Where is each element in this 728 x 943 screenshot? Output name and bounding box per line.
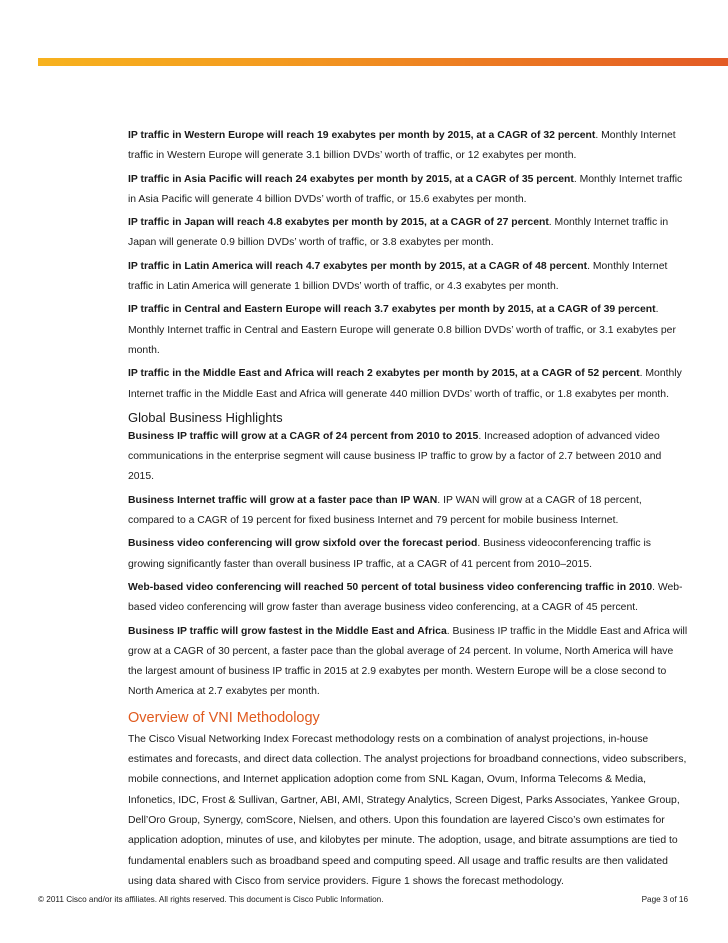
regional-paragraph [128, 213, 688, 254]
paragraph-body: . Monthly Internet traffic in Japan will generate 0.9 billion DVDs’ worth of traffic, or 3.8 exabytes per month. [128, 217, 669, 249]
paragraph-lead: Business Internet traffic will grow at a faster pace than IP WAN [128, 494, 438, 506]
business-paragraph [128, 491, 688, 532]
business-paragraph [128, 427, 688, 488]
paragraph-body: . Business IP traffic in the Middle East and Africa will grow at a CAGR of 30 percent, a faster pace than the global average of 24 percent. In volume, North America will have the largest amount of business IP traffic in 2015 at 2.9 exabytes per month. Western Europe will be a close second to North America at 2.7 exabytes per month. [128, 625, 688, 698]
paragraph-body: . IP WAN will grow at a CAGR of 18 percent, compared to a CAGR of 19 percent for fixed business Internet and 79 percent for mobile business Internet. [128, 494, 642, 527]
paragraph-lead: Business IP traffic will grow fastest in the Middle East and Africa [128, 625, 447, 637]
paragraph-body: . Business videoconferencing traffic is growing significantly faster than overall business IP traffic, at a CAGR of 41 percent from 2010–2015. [128, 538, 651, 570]
footer-page-number: Page 3 of 16 [641, 895, 688, 904]
header-accent-bar [38, 58, 728, 66]
business-paragraph [128, 578, 688, 619]
regional-paragraph [128, 126, 688, 167]
paragraph-lead: IP traffic in Central and Eastern Europe will reach 3.7 exabytes per month by 2015, at a CAGR of 39 percent [128, 304, 656, 316]
paragraph-body: . Monthly Internet traffic in Western Europe will generate 3.1 billion DVDs’ worth of traffic, or 12 exabytes per month. [128, 130, 676, 162]
paragraph-body: . Monthly Internet traffic in Latin America will generate 1 billion DVDs’ worth of traffic, or 4.3 exabytes per month. [128, 260, 668, 293]
page-content [128, 126, 688, 895]
footer-copyright: © 2011 Cisco and/or its affiliates. All rights reserved. This document is Cisco Public Information. [38, 895, 384, 904]
business-paragraph [128, 622, 688, 703]
paragraph-lead: IP traffic in Asia Pacific will reach 24 exabytes per month by 2015, at a CAGR of 35 percent [128, 173, 574, 185]
paragraph-lead: Business IP traffic will grow at a CAGR of 24 percent from 2010 to 2015 [128, 430, 479, 442]
paragraph-body: . Web-based video conferencing will grow faster than average business video conferencing, at a CAGR of 45 percent. [128, 581, 683, 614]
methodology-heading: Overview of VNI Methodology [128, 709, 320, 726]
paragraph-lead: Web-based video conferencing will reached 50 percent of total business video conferencing traffic in 2010 [128, 581, 653, 593]
paragraph-lead: IP traffic in Japan will reach 4.8 exabytes per month by 2015, at a CAGR of 27 percent [128, 217, 549, 229]
paragraph-body: . Monthly Internet traffic in Asia Pacific will generate 4 billion DVDs’ worth of traffic, or 15.6 exabytes per month. [128, 173, 683, 205]
regional-paragraph [128, 300, 688, 361]
regional-paragraph [128, 364, 688, 405]
paragraph-body: . Monthly Internet traffic in the Middle East and Africa will generate 440 million DVDs’ worth of traffic, or 1.8 exabytes per month. [128, 368, 682, 400]
business-highlights-heading: Global Business Highlights [128, 409, 283, 425]
paragraph-lead: IP traffic in the Middle East and Africa will reach 2 exabytes per month by 2015, at a CAGR of 52 percent [128, 368, 640, 380]
business-paragraph [128, 534, 688, 575]
regional-paragraph [128, 257, 688, 298]
regional-paragraph [128, 170, 688, 211]
paragraph-body: . Monthly Internet traffic in Central and Eastern Europe will generate 0.8 billion DVDs’ worth of traffic, or 3.1 exabytes per month. [128, 304, 676, 356]
paragraph-body: . Increased adoption of advanced video communications in the enterprise segment will cause business IP traffic to grow by a factor of 2.7 between 2010 and 2015. [128, 430, 662, 483]
methodology-paragraph: The Cisco Visual Networking Index Forecast methodology rests on a combination of analyst projections, in-house estimates and forecasts, and direct data collection. The analyst projections for broadband connections, video subscribers, mobile connections, and Internet application adoption come from SNL Kagan, Ovum, Informa Telecoms & Media, Infonetics, IDC, Frost & Sullivan, Gartner, ABI, AMI, Strategy Analytics, Screen Digest, Parks Associates, Yankee Group, Dell’Oro Group, Synergy, comScore, Nielsen, and others. Upon this foundation are layered Cisco’s own estimates for application adoption, minutes of use, and kilobytes per minute. The adoption, usage, and bitrate assumptions are tied to fundamental enablers such as broadband speed and computing speed. All usage and traffic results are then validated using data shared with Cisco from service providers. Figure 1 shows the forecast methodology. [128, 733, 687, 887]
paragraph-lead: IP traffic in Western Europe will reach 19 exabytes per month by 2015, at a CAGR of 32 percent [128, 130, 596, 141]
paragraph-lead: Business video conferencing will grow sixfold over the forecast period [128, 538, 478, 550]
paragraph-lead: IP traffic in Latin America will reach 4.7 exabytes per month by 2015, at a CAGR of 48 percent [128, 260, 588, 272]
